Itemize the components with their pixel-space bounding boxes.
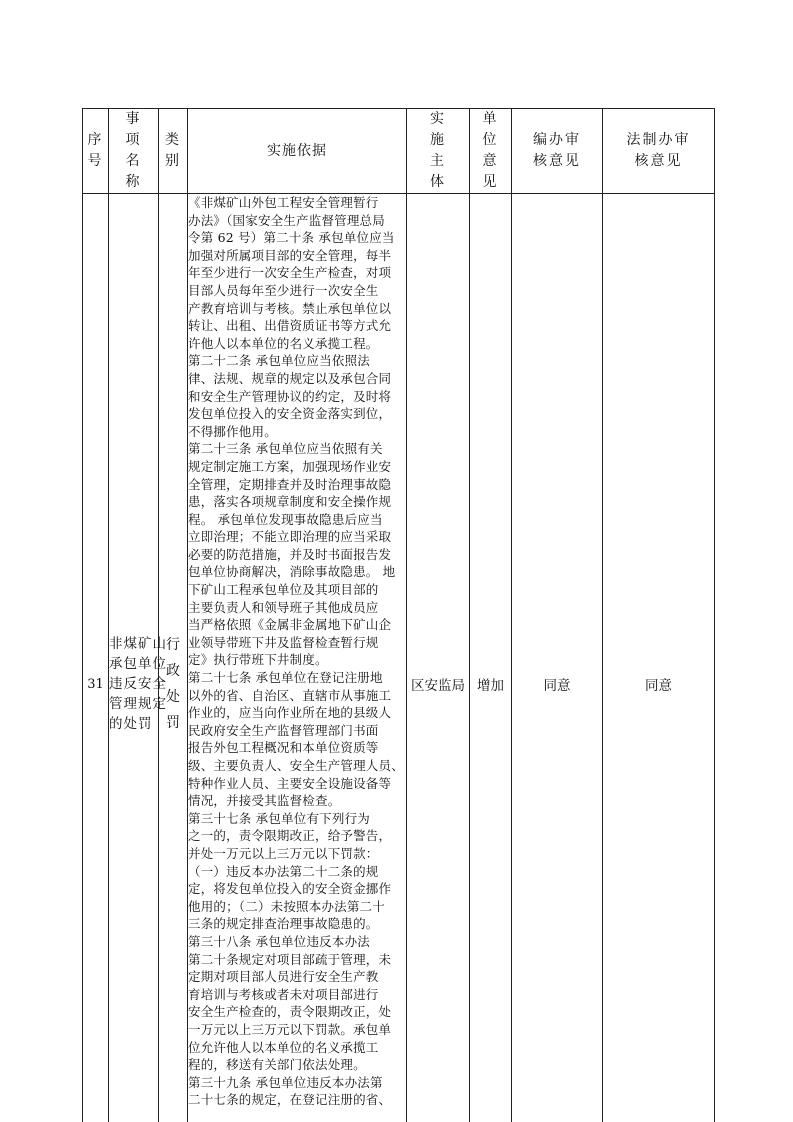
basis-line: 位允许他人以本单位的名义承揽工: [188, 1039, 379, 1055]
matters-table: [82, 108, 715, 1122]
basis-line: 目部人员每年至少进行一次安全生: [188, 282, 379, 298]
header-review-opinion: 编办审核意见: [512, 109, 603, 194]
basis-line: 患，落实各项规章制度和安全操作规: [188, 494, 392, 510]
basis-line: 情况，并接受其监督检查。: [188, 793, 341, 809]
basis-line: 主要负责人和领导班子其他成员应: [188, 599, 379, 615]
basis-line: 并处一万元以上三万元以下罚款：: [188, 845, 379, 861]
basis-line: 年至少进行一次安全生产检查，对项: [188, 265, 392, 281]
row-unit-opinion: 增加: [470, 194, 512, 1122]
row-category-text: 行政处罚: [166, 637, 180, 731]
basis-line: 第三十八条 承包单位违反本办法: [188, 933, 370, 949]
basis-line: 加强对所属项目部的安全管理，每半: [188, 247, 392, 263]
basis-line: 定，将发包单位投入的安全资金挪作: [188, 881, 392, 897]
basis-line: 令第 62 号）第二十条 承包单位应当: [188, 230, 395, 246]
row-basis: [188, 194, 407, 1122]
basis-line: 《非煤矿山外包工程安全管理暂行: [188, 195, 379, 210]
basis-line: 律、法规、规章的规定以及承包合同: [188, 370, 392, 386]
basis-line: 下矿山工程承包单位及其项目部的: [188, 582, 379, 598]
table-header-row: [83, 109, 715, 194]
basis-line: 规定制定施工方案，加强现场作业安: [188, 458, 392, 474]
basis-line: 第二十二条 承包单位应当依照法: [188, 353, 370, 369]
basis-text: [188, 194, 406, 1109]
basis-line: 级、主要负责人、安全生产管理人员、: [188, 758, 404, 773]
basis-line: 办法》（国家安全生产监督管理总局: [188, 212, 385, 228]
basis-line: 立即治理；不能立即治理的应当采取: [188, 529, 392, 545]
basis-line: 三条的规定排查治理事故隐患的。: [188, 916, 379, 932]
basis-line: 全管理，定期排查并及时治理事故隐: [188, 476, 392, 492]
basis-line: 二十七条的规定，在登记注册的省、: [188, 1092, 392, 1108]
basis-line: 产教育培训与考核。禁止承包单位以: [188, 300, 392, 316]
row-review-opinion: 同意: [512, 194, 603, 1122]
basis-line: 业领导带班下井及监督检查暂行规: [188, 634, 379, 650]
header-item-name: 事项名称: [109, 109, 159, 194]
basis-line: 发包单位投入的安全资金落实到位，: [188, 406, 392, 422]
table-row: [83, 194, 715, 1122]
basis-line: 定期对项目部人员进行安全生产教: [188, 969, 379, 985]
header-basis: 实施依据: [188, 109, 407, 194]
basis-line: 民政府安全生产监督管理部门书面: [188, 722, 379, 738]
header-subject: 实施主体: [407, 109, 470, 194]
basis-line: 之一的，责令限期改正，给予警告，: [188, 828, 392, 844]
basis-line: 当严格依照《金属非金属地下矿山企: [188, 617, 392, 633]
basis-line: 第三十九条 承包单位违反本办法第: [188, 1074, 383, 1090]
header-index: 序号: [83, 109, 109, 194]
basis-line: 第三十七条 承包单位有下列行为: [188, 810, 370, 826]
basis-line: 包单位协商解决，消除事故隐患。 地: [188, 564, 396, 580]
basis-line: （一）违反本办法第二十二条的规: [188, 863, 379, 879]
basis-line: 许他人以本单位的名义承揽工程。: [188, 335, 379, 351]
basis-line: 第二十七条 承包单位在登记注册地: [188, 670, 383, 686]
row-legal-opinion: 同意: [603, 194, 715, 1122]
basis-line: 他用的；（二）未按照本办法第二十: [188, 898, 385, 914]
row-item-name: [109, 194, 167, 1122]
basis-line: 作业的，应当向作业所在地的县级人: [188, 705, 392, 721]
basis-line: 程。 承包单位发现事故隐患后应当: [188, 511, 383, 527]
basis-line: 和安全生产管理协议的约定，及时将: [188, 388, 392, 404]
basis-line: 报告外包工程概况和本单位资质等: [188, 740, 379, 756]
basis-line: 一万元以上三万元以下罚款。承包单: [188, 1021, 392, 1037]
basis-line: 育培训与考核或者未对项目部进行: [188, 986, 379, 1002]
basis-line: 必要的防范措施，并及时书面报告发: [188, 546, 392, 562]
basis-line: 转让、出租、出借资质证书等方式允: [188, 318, 392, 334]
row-subject: 区安监局: [407, 194, 470, 1122]
basis-line: 特种作业人员、主要安全设施设备等: [188, 775, 392, 791]
header-legal-opinion: 法制办审核意见: [603, 109, 715, 194]
basis-line: 不得挪作他用。: [188, 423, 277, 439]
basis-line: 安全生产检查的，责令限期改正，处: [188, 1004, 392, 1020]
basis-line: 第二十条规定对项目部疏于管理，未: [188, 951, 392, 967]
header-category: 类别: [159, 109, 188, 194]
basis-line: 定》执行带班下井制度。: [188, 652, 328, 668]
basis-line: 以外的省、自治区、直辖市从事施工: [188, 687, 392, 703]
basis-line: 程的，移送有关部门依法处理。: [188, 1057, 366, 1073]
header-unit-opinion: 单位意见: [470, 109, 512, 194]
row-index: 31: [83, 194, 109, 1122]
basis-line: 第二十三条 承包单位应当依照有关: [188, 441, 383, 457]
row-item-name-text: 非煤矿山承包单位违反安全管理规定的处罚: [109, 636, 167, 732]
